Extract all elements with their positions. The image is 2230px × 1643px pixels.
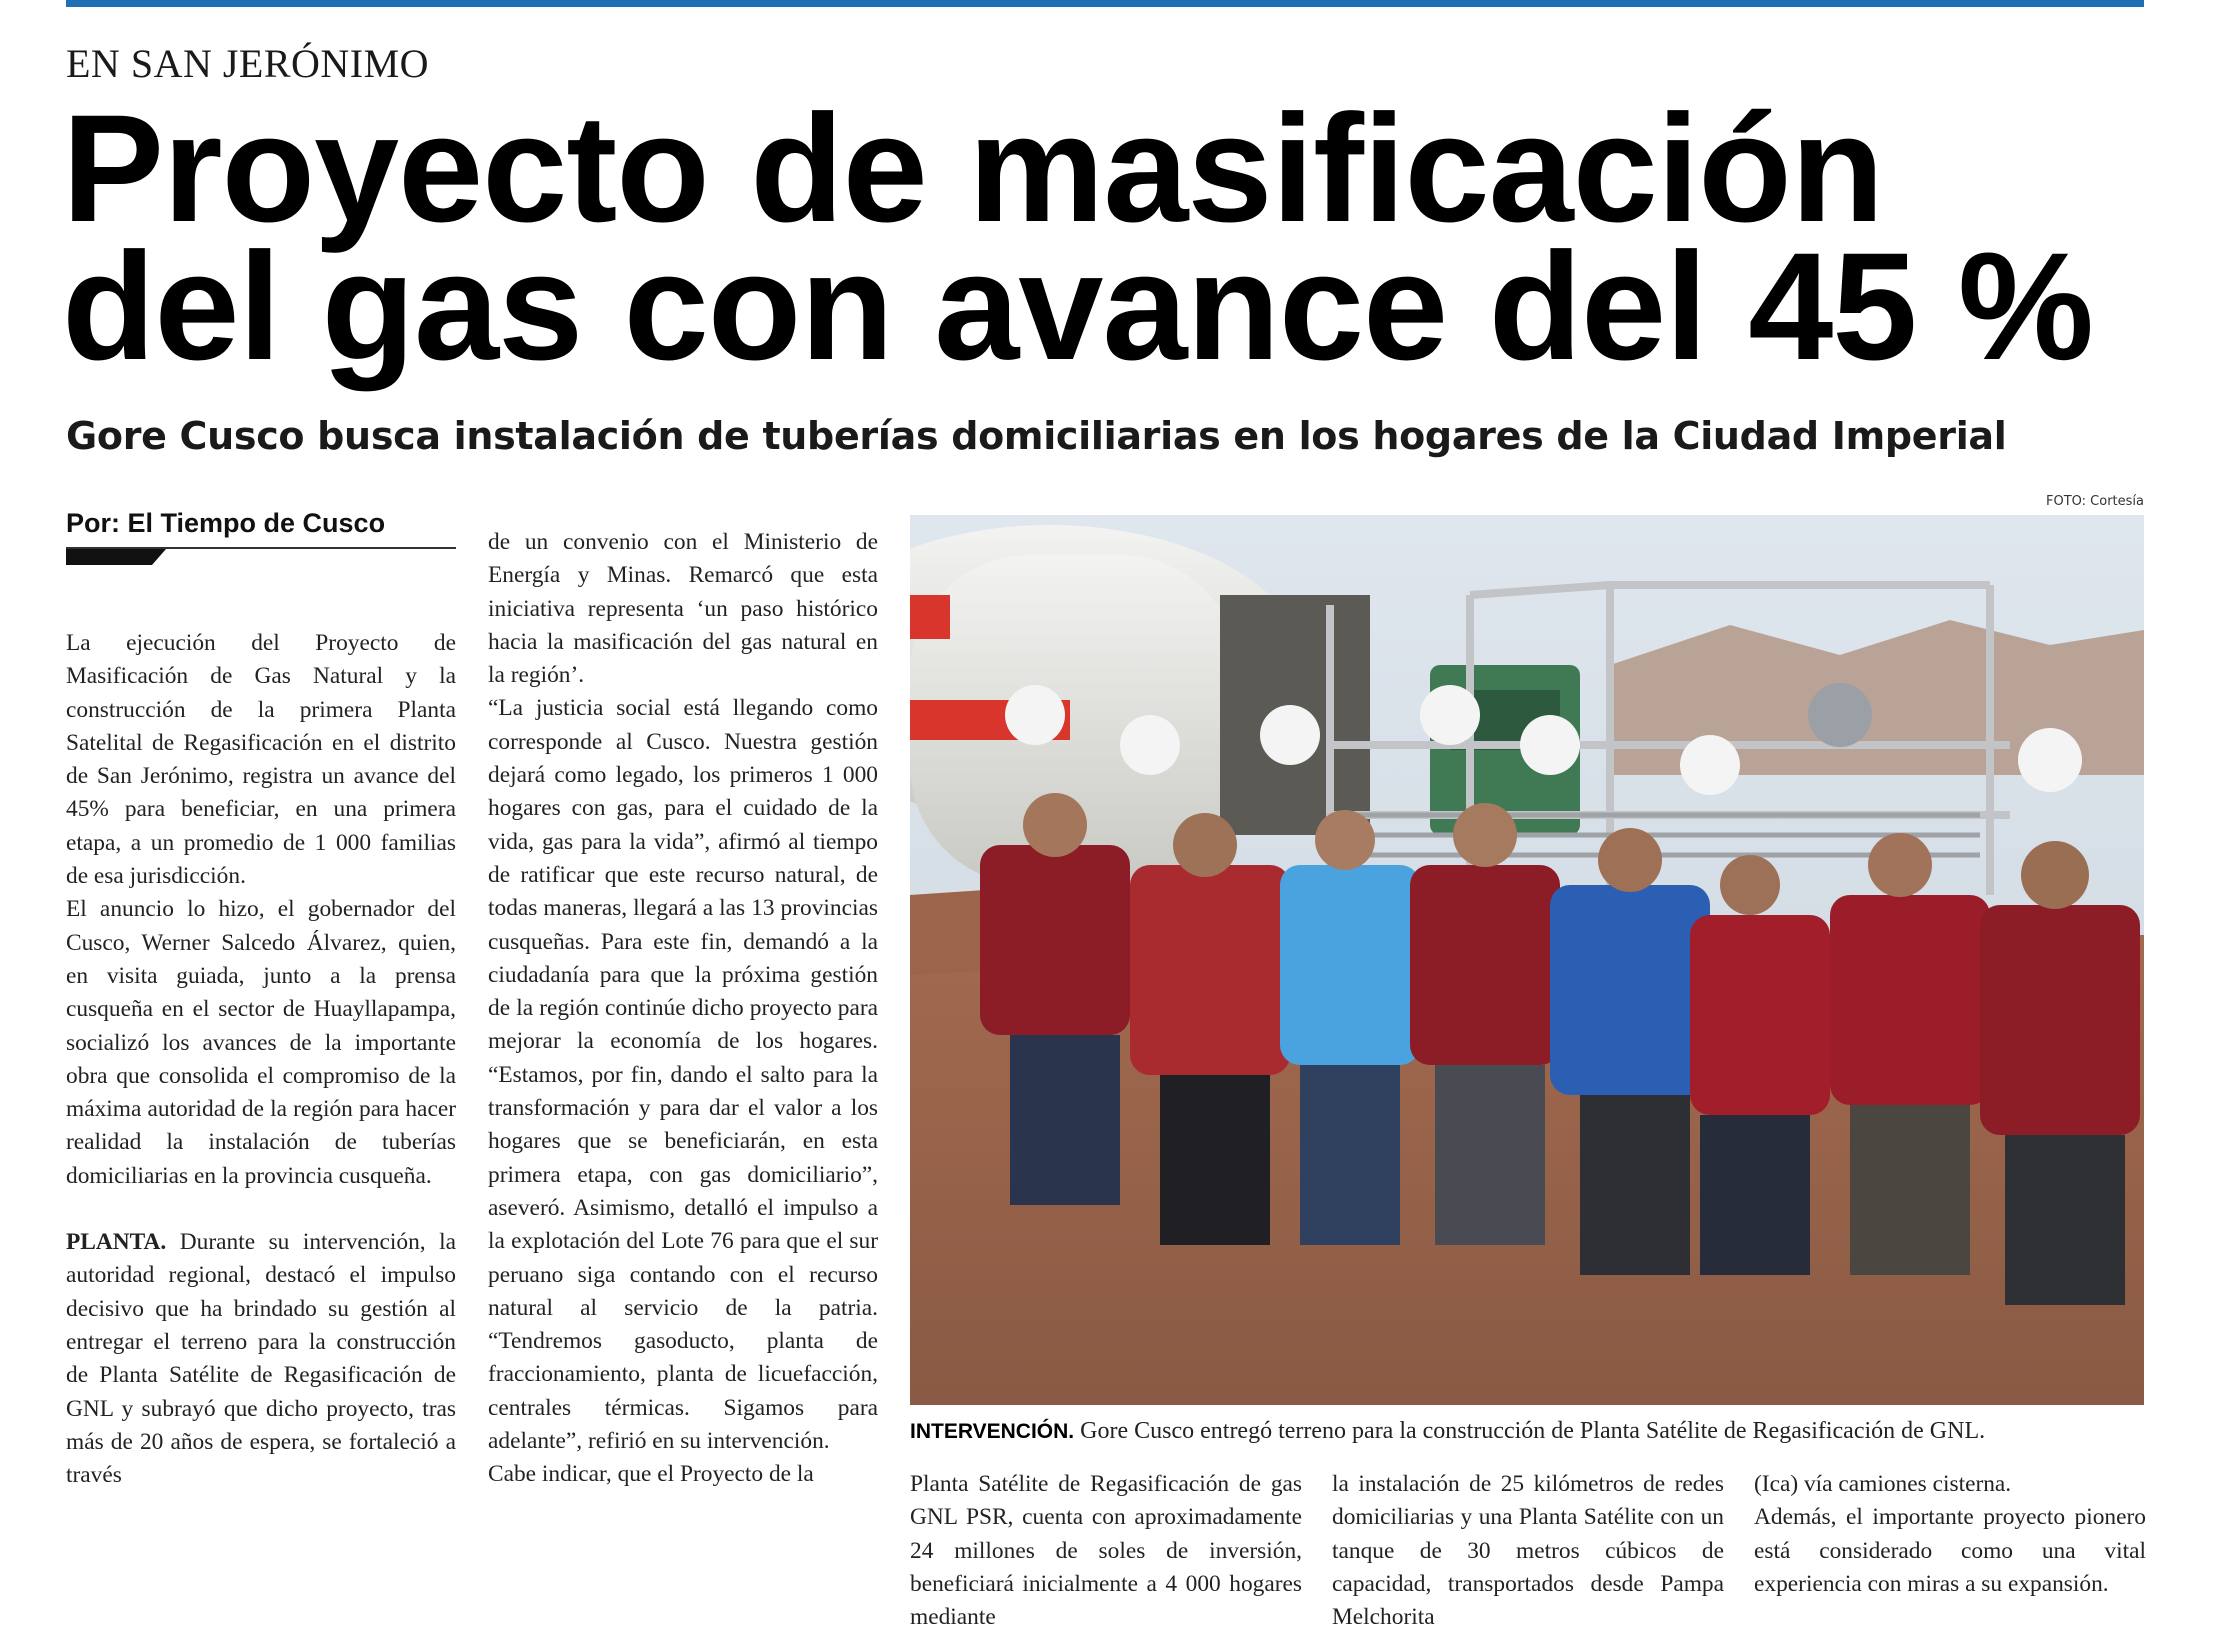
byline-tab: [66, 549, 166, 565]
column-1: [66, 627, 456, 1492]
paragraph: La ejecución del Proyecto de Masificación de Gas Natural y la construcción de la primera Planta Satelital de Regasificación en el distrito de San Jerónimo, registra un avance del 45% para beneficiar, en una primera etapa, a un promedio de 1 000 familias de esa jurisdicción.: [66, 630, 456, 890]
article-photo: [910, 515, 2144, 1405]
headline-line-1: Proyecto de masificación: [62, 83, 1884, 254]
paragraph: Cabe indicar, que el Proyecto de la: [488, 1461, 814, 1488]
byline-text: Por: El Tiempo de Cusco: [66, 508, 386, 538]
paragraph-text: Durante su intervención, la autoridad regional, destacó el impulso decisivo que ha brindado su gestión al entregar el terreno para la construcción de Planta Satélite de Regasificación de GNL y subrayó que dicho proyecto, tras más de 20 años de espera, se fortaleció a través: [66, 1229, 456, 1489]
headline-line-2: del gas con avance del 45 %: [62, 221, 2093, 392]
deck-subheadline: Gore Cusco busca instalación de tuberías domiciliarias en los hogares de la Ciudad Imperial: [66, 414, 2007, 458]
run-in-heading: PLANTA.: [66, 1229, 167, 1256]
top-accent-rule: [66, 0, 2144, 7]
paragraph: [66, 1226, 456, 1492]
paragraph: Planta Satélite de Regasificación de gas GNL PSR, cuenta con aproximadamente 24 millones de soles de inversión, beneficiará inicialmente a 4 000 hogares mediante: [910, 1471, 1302, 1631]
paragraph: “La justicia social está llegando como corresponde al Cusco. Nuestra gestión dejará como legado, los primeros 1 000 hogares con gas, para el cuidado de la vida, gas para la vida”, afirmó al tiempo de ratificar que este recurso natural, de todas maneras, llegará a las 13 provincias cusqueñas. Para este fin, demandó a la ciudadanía para que la próxima gestión de la región continúe dicho proyecto para mejorar la economía de los hogares. “Estamos, por fin, dando el salto para la transformación y para dar el valor a los hogares que se beneficiarán, en esta primera etapa, con gas domiciliario”, aseveró. Asimismo, detalló el impulso a la explotación del Lote 76 para que el sur peruano siga contando con el recurso natural al servicio de la patria. “Tendremos gasoducto, planta de fraccionamiento, planta de licuefacción, centrales térmicas. Sigamos para adelante”, refirió en su intervención.: [488, 695, 878, 1455]
paragraph: la instalación de 25 kilómetros de redes domiciliarias y una Planta Satélite con un tanque de 30 metros cúbicos de capacidad, transportados desde Pampa Melchorita: [1332, 1471, 1724, 1631]
column-5: [1754, 1468, 2146, 1601]
kicker: EN SAN JERÓNIMO: [66, 41, 430, 86]
headline: [62, 83, 2162, 392]
photo-illustration: [910, 515, 2144, 1405]
photo-caption: [910, 1418, 2150, 1445]
byline-rule: [66, 547, 456, 549]
column-3: [910, 1468, 1302, 1634]
column-4: [1332, 1468, 1724, 1634]
paragraph: El anuncio lo hizo, el gobernador del Cusco, Werner Salcedo Álvarez, quien, en visita guiada, junto a la prensa cusqueña en el sector de Huayllapampa, socializó los avances de la importante obra que consolida el compromiso de la máxima autoridad de la región para hacer realidad la instalación de tuberías domiciliarias en la provincia cusqueña.: [66, 896, 456, 1189]
caption-text: Gore Cusco entregó terreno para la construcción de Planta Satélite de Regasificación de GNL.: [1074, 1418, 1986, 1444]
caption-run-in: INTERVENCIÓN.: [910, 1420, 1075, 1443]
column-2: [488, 526, 878, 1492]
paragraph: (Ica) vía camiones cisterna.: [1754, 1471, 2012, 1497]
photo-credit: FOTO: Cortesía: [2046, 494, 2144, 509]
paragraph: Además, el importante proyecto pionero está considerado como una vital experiencia con miras a su expansión.: [1754, 1504, 2146, 1597]
paragraph: de un convenio con el Ministerio de Energía y Minas. Remarcó que esta iniciativa representa ‘un paso histórico hacia la masificación del gas natural en la región’.: [488, 529, 878, 689]
byline: [66, 508, 456, 565]
